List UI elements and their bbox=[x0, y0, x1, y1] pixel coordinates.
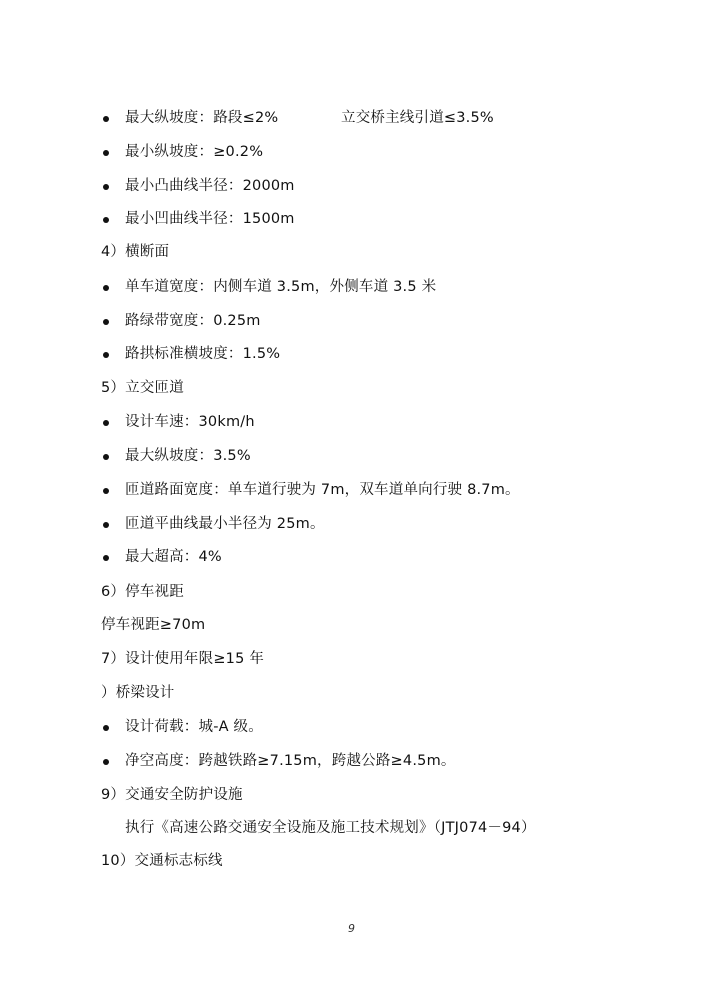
list-item-text: 净空高度：跨越铁路≥7.15m，跨越公路≥4.5m。 bbox=[125, 753, 456, 769]
bullet-icon bbox=[103, 488, 109, 494]
bullet-icon bbox=[103, 420, 109, 426]
bullet-icon bbox=[103, 454, 109, 460]
bullet-icon bbox=[103, 555, 109, 561]
document-page: 最大纵坡度：路段≤2% 立交桥主线引道≤3.5% 最小纵坡度：≥0.2% 最小凸曲线半径：2000m 最小凹曲线半径：1500m 4）横断面 单车道宽度：内侧车道 3.5m，外侧车道 3.5 米 路绿带宽度：0.25m 路拱标准横坡度：1.5% 5）立交匝道 设计车速：30km/h 最大纵坡度：3.5% 匝道路面宽度：单车道行驶为 7m，双车道单向行驶 8.7m。 匝道平曲线最小半径为 25m。 最大超高：4% 6）停车视距 停车视距≥70m 7）设计使用年限≥15 年 ）桥梁设计 设计荷载：城-A 级。 净空高度：跨越铁路≥7.15m，跨越公路≥4.5m。 9）交通安全防护设施 执行《高速公路交通安全设施及施工技术规划》（JTJ074－94） 10）交通标志标线 9 bbox=[0, 0, 703, 995]
bullet-icon bbox=[103, 352, 109, 358]
list-item-text: 最小凸曲线半径：2000m bbox=[125, 178, 295, 194]
list-item-text-secondary: 立交桥主线引道≤3.5% bbox=[341, 110, 494, 126]
page-number: 9 bbox=[348, 922, 355, 935]
list-item-text: 最大纵坡度：路段≤2% bbox=[125, 110, 279, 126]
list-item-text: 设计荷载：城-A 级。 bbox=[125, 719, 263, 735]
list-item-text: 路绿带宽度：0.25m bbox=[125, 313, 261, 329]
list-item-text: 最大超高：4% bbox=[125, 549, 222, 565]
bullet-icon bbox=[103, 116, 109, 122]
bullet-icon bbox=[103, 725, 109, 731]
bullet-icon bbox=[103, 522, 109, 528]
bullet-icon bbox=[103, 759, 109, 765]
bullet-icon bbox=[103, 184, 109, 190]
bullet-icon bbox=[103, 150, 109, 156]
bullet-icon bbox=[103, 285, 109, 291]
list-item-text: 单车道宽度：内侧车道 3.5m，外侧车道 3.5 米 bbox=[125, 279, 437, 295]
bullet-icon bbox=[103, 319, 109, 325]
list-item-text: 最小凹曲线半径：1500m bbox=[125, 211, 295, 227]
list-item-text: 路拱标准横坡度：1.5% bbox=[125, 346, 281, 362]
list-item-text: 设计车速：30km/h bbox=[125, 414, 255, 430]
bullet-icon bbox=[103, 217, 109, 223]
list-item-text: 最大纵坡度：3.5% bbox=[125, 448, 251, 464]
list-item-text: 匝道平曲线最小半径为 25m。 bbox=[125, 516, 325, 532]
list-item-text: 最小纵坡度：≥0.2% bbox=[125, 144, 264, 160]
list-item-text: 匝道路面宽度：单车道行驶为 7m，双车道单向行驶 8.7m。 bbox=[125, 482, 520, 498]
